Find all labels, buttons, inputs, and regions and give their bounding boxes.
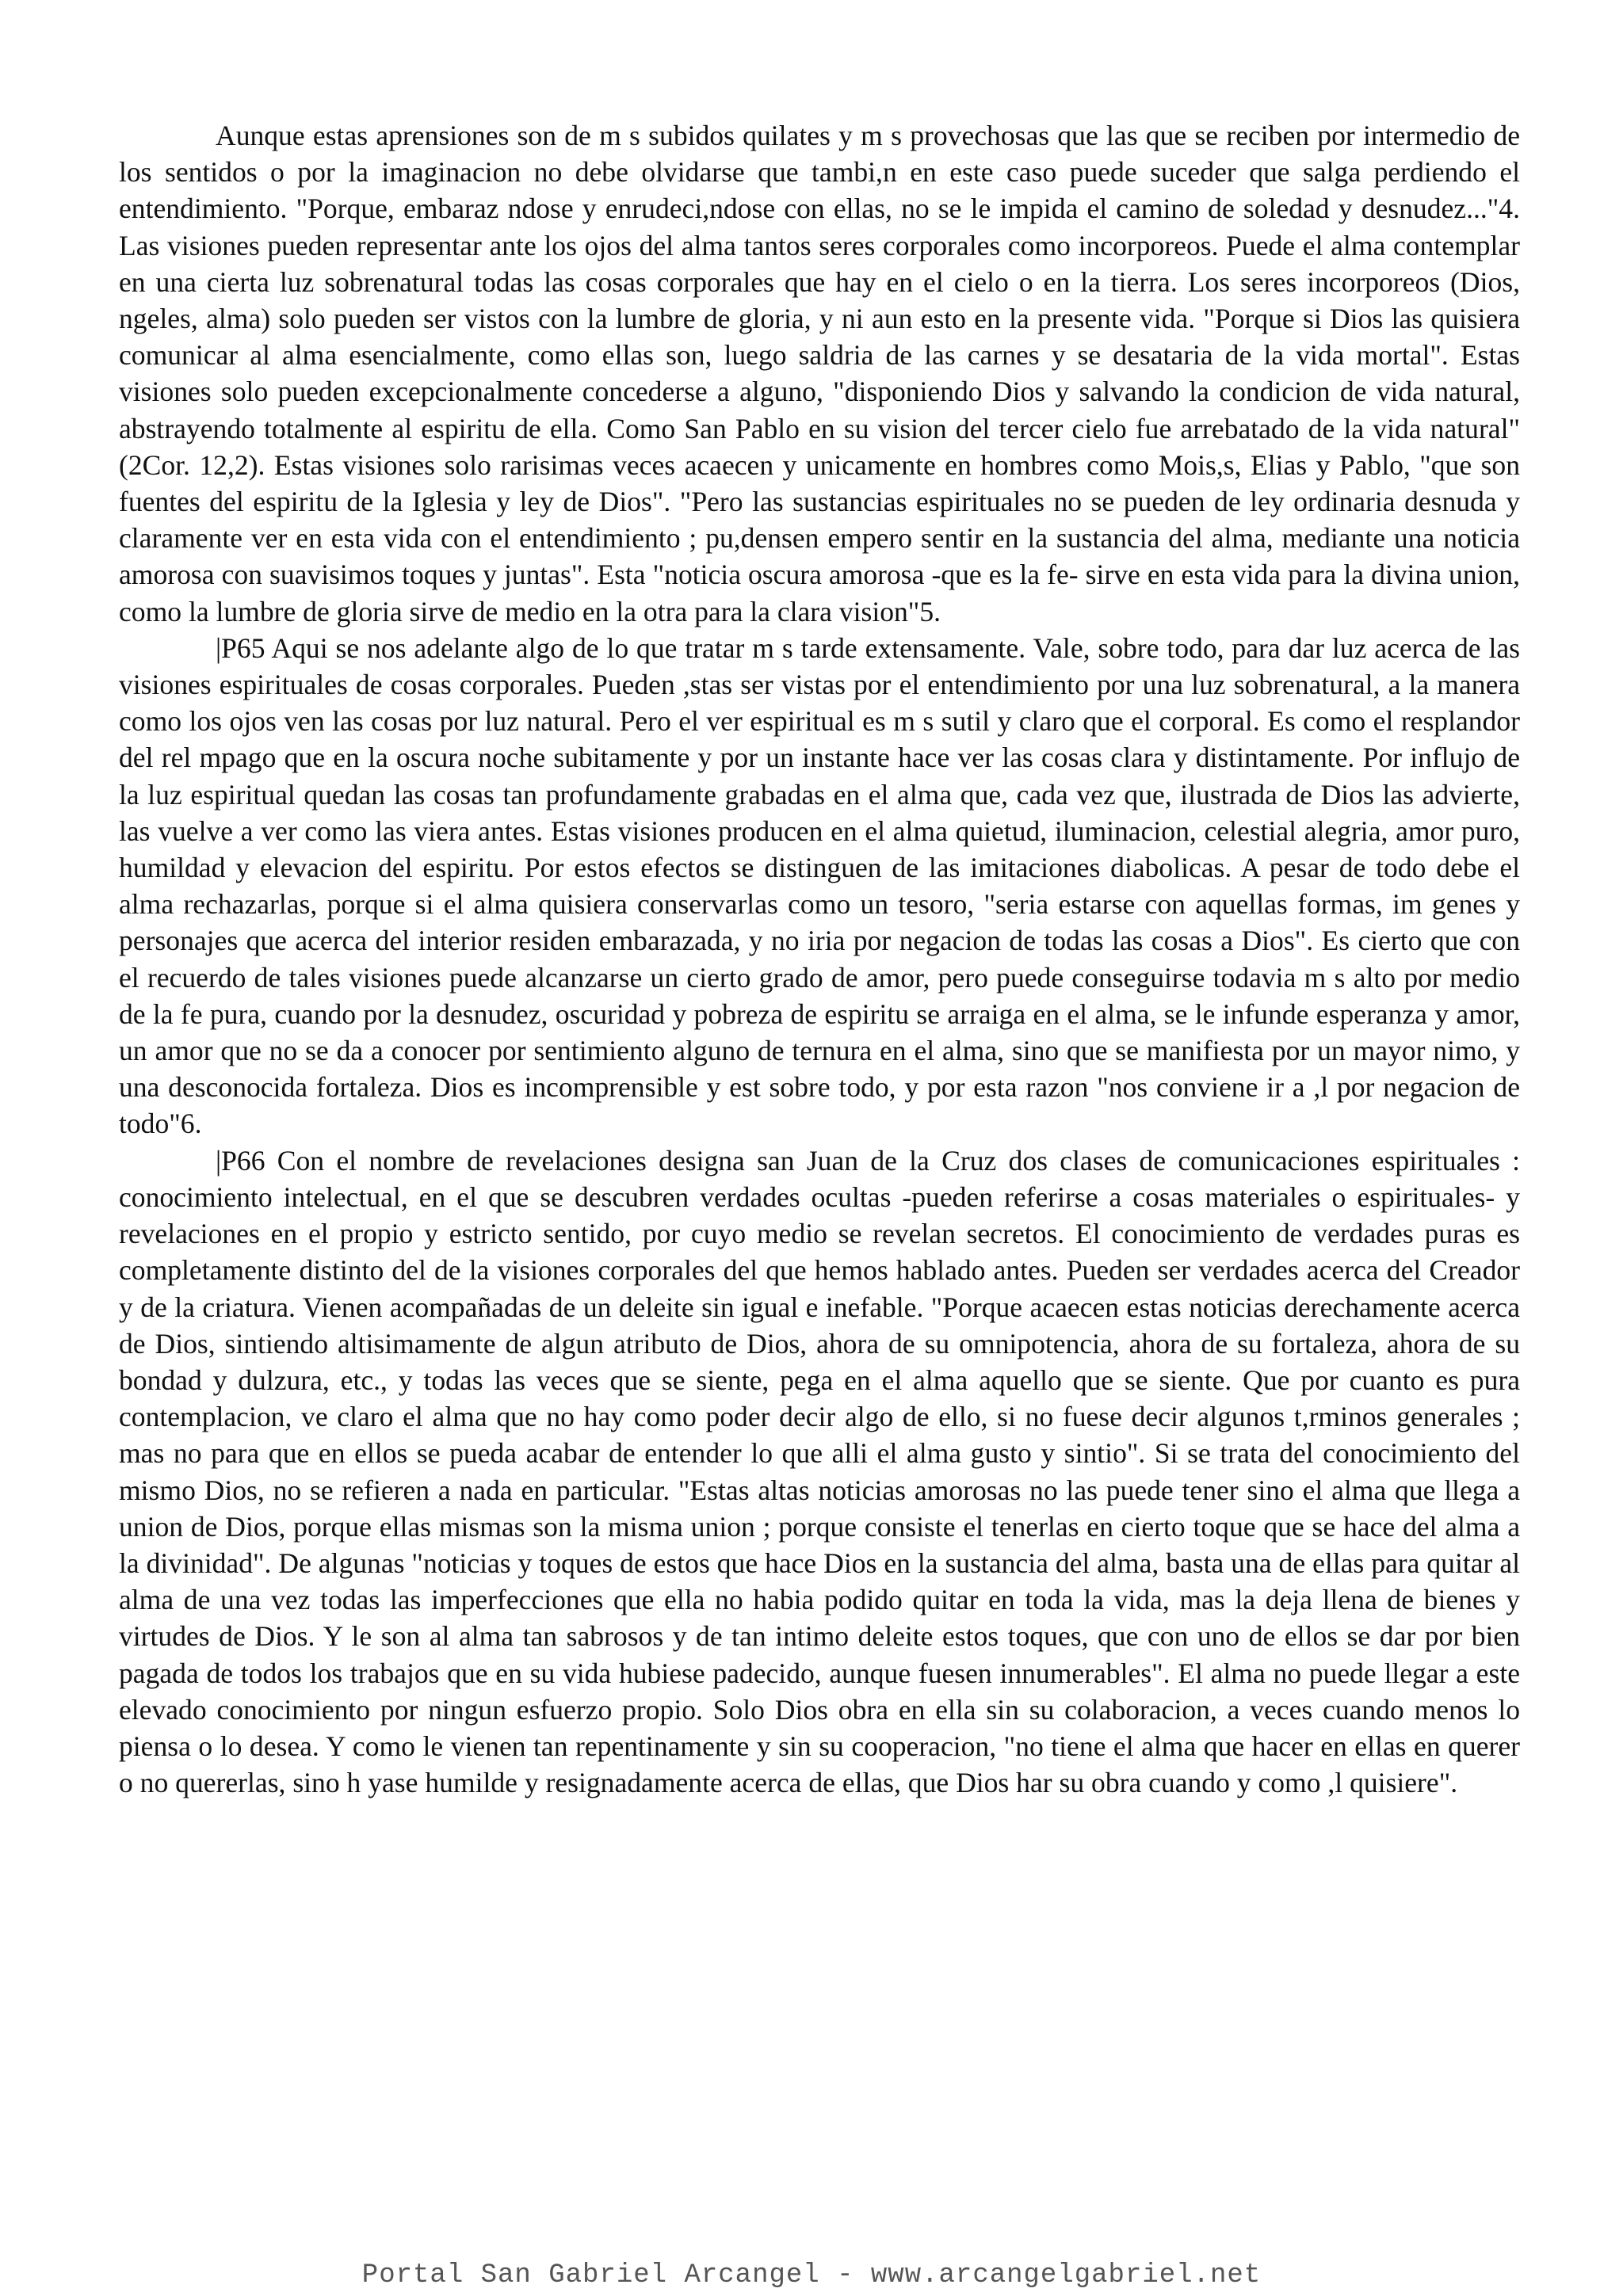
- paragraph-p65: |P65 Aqui se nos adelante algo de lo que tratar m s tarde extensamente. Vale, sobre todo, para dar luz acerca de las visiones espirituales de cosas corporales. Pueden ,stas ser vistas por el entendimiento por una luz sobrenatural, a la manera como los ojos ven las cosas por luz natural. Pero el ver espiritual es m s sutil y claro que el corporal. Es como el resplandor del rel mpago que en la oscura noche subitamente y por un instante hace ver las cosas clara y distintamente. Por influjo de la luz espiritual quedan las cosas tan profundamente grabadas en el alma que, cada vez que, ilustrada de Dios las advierte, las vuelve a ver como las viera antes. Estas visiones producen en el alma quietud, iluminacion, celestial alegria, amor puro, humildad y elevacion del espiritu. Por estos efectos se distinguen de las imitaciones diabolicas. A pesar de todo debe el alma rechazarlas, porque si el alma quisiera conservarlas como un tesoro, "seria estarse con aquellas formas, im genes y personajes que acerca del interior residen embarazada, y no iria por negacion de todas las cosas a Dios". Es cierto que con el recuerdo de tales visiones puede alcanzarse un cierto grado de amor, pero puede conseguirse todavia m s alto por medio de la fe pura, cuando por la desnudez, oscuridad y pobreza de espiritu se arraiga en el alma, se le infunde esperanza y amor, un amor que no se da a conocer por sentimiento alguno de ternura en el alma, sino que se manifiesta por un mayor nimo, y una desconocida fortaleza. Dios es incomprensible y est sobre todo, y por esta razon "nos conviene ir a ,l por negacion de todo"6.: [119, 631, 1520, 1140]
- paragraph-p66: |P66 Con el nombre de revelaciones designa san Juan de la Cruz dos clases de comunicaciones espirituales : conocimiento intelectual, en el que se descubren verdades ocultas -pueden referirse a cosas materiales o espirituales- y revelaciones en el propio y estricto sentido, por cuyo medio se revelan secretos. El conocimiento de verdades puras es completamente distinto del de la visiones corporales del que hemos hablado antes. Pueden ser verdades acerca del Creador y de la criatura. Vienen acompañadas de un deleite sin igual e inefable. "Porque acaecen estas noticias derechamente acerca de Dios, sintiendo altisimamente de algun atributo de Dios, ahora de su omnipotencia, ahora de su fortaleza, ahora de su bondad y dulzura, etc., y todas las veces que se siente, pega en el alma aquello que se siente. Que por cuanto es pura contemplacion, ve claro el alma que no hay como poder decir algo de ello, si no fuese decir algunos t,rminos generales ; mas no para que en ellos se pueda acabar de entender lo que alli el alma gusto y sintio". Si se trata del conocimiento del mismo Dios, no se refieren a nada en particular. "Estas altas noticias amorosas no las puede tener sino el alma que llega a union de Dios, porque ellas mismas son la misma union ; porque consiste el tenerlas en cierto toque que se hace del alma a la divinidad". De algunas "noticias y toques de estos que hace Dios en la sustancia del alma, basta una de ellas para quitar al alma de una vez todas las imperfecciones que ella no habia podido quitar en toda la vida, mas la deja llena de bienes y virtudes de Dios. Y le son al alma tan sabrosos y de tan intimo deleite estos toques, que con uno de ellos se dar por bien pagada de todos los trabajos que en su vida hubiese padecido, aunque fuesen innumerables". El alma no puede llegar a este elevado conocimiento por ningun esfuerzo propio. Solo Dios obra en ella sin su colaboracion, a veces cuando menos lo piensa o lo desea. Y como le vienen tan repentinamente y sin su cooperacion, "no tiene el alma que hacer en ellas en querer o no quererlas, sino h yase humilde y resignadamente acerca de ellas, que Dios har su obra cuando y como ,l quisiere".: [119, 1144, 1520, 1799]
- document-body: [119, 117, 1520, 1801]
- paragraph-visions: Aunque estas aprensiones son de m s subidos quilates y m s provechosas que las que se reciben por intermedio de los sentidos o por la imaginacion no debe olvidarse que tambi,n en este caso puede suceder que salga perdiendo el entendimiento. "Porque, embaraz ndose y enrudeci,ndose con ellas, no se le impida el camino de soledad y desnudez..."4. Las visiones pueden representar ante los ojos del alma tantos seres corporales como incorporeos. Puede el alma contemplar en una cierta luz sobrenatural todas las cosas corporales que hay en el cielo o en la tierra. Los seres incorporeos (Dios, ngeles, alma) solo pueden ser vistos con la lumbre de gloria, y ni aun esto en la presente vida. "Porque si Dios las quisiera comunicar al alma esencialmente, como ellas son, luego saldria de las carnes y se desataria de la vida mortal". Estas visiones solo pueden excepcionalmente concederse a alguno, "disponiendo Dios y salvando la condicion de vida natural, abstrayendo totalmente al espiritu de ella. Como San Pablo en su vision del tercer cielo fue arrebatado de la vida natural" (2Cor. 12,2). Estas visiones solo rarisimas veces acaecen y unicamente en hombres como Mois,s, Elias y Pablo, "que son fuentes del espiritu de la Iglesia y ley de Dios". "Pero las sustancias espirituales no se pueden de ley ordinaria desnuda y claramente ver en esta vida con el entendimiento ; pu,densen empero sentir en la sustancia del alma, mediante una noticia amorosa con suavisimos toques y juntas". Esta "noticia oscura amorosa -que es la fe- sirve en esta vida para la divina union, como la lumbre de gloria sirve de medio en la otra para la clara vision"5.: [119, 120, 1520, 627]
- page-footer: Portal San Gabriel Arcangel - www.arcangelgabriel.net: [361, 2260, 1262, 2290]
